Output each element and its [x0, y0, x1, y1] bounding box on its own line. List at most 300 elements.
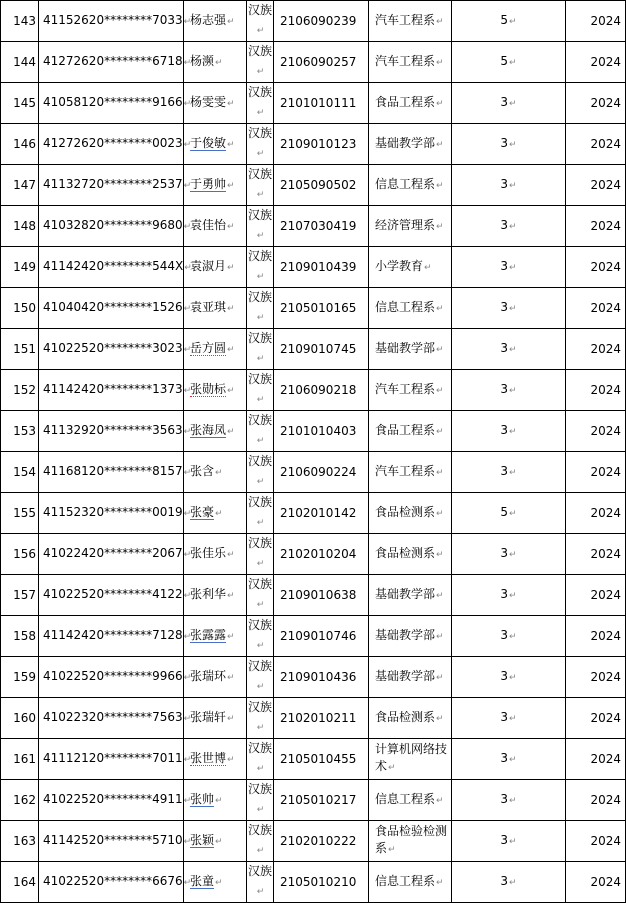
ethnicity: 汉族	[247, 249, 272, 263]
paragraph-mark-icon: ↵	[256, 559, 265, 569]
paragraph-mark-icon: ↵	[436, 303, 444, 314]
student-id-cell	[274, 657, 369, 698]
row-number: 151	[13, 342, 36, 356]
year-cell	[566, 370, 626, 411]
id-number: 41132920********3563	[43, 423, 183, 437]
row-number: 159	[13, 670, 36, 684]
id-number-cell	[39, 83, 192, 124]
ethnicity: 汉族	[247, 413, 272, 427]
paragraph-mark-icon: ↵	[436, 795, 444, 806]
department: 食品工程系	[375, 94, 436, 109]
year-cell	[566, 534, 626, 575]
year: 2024	[590, 711, 621, 725]
department-cell	[369, 616, 452, 657]
student-name-cell	[184, 657, 247, 698]
credit-cell	[452, 575, 566, 616]
credit-cell	[452, 42, 566, 83]
credit-cell	[452, 698, 566, 739]
paragraph-mark-icon: ↵	[256, 149, 265, 159]
paragraph-mark-icon: ↵	[436, 713, 444, 724]
student-name: 杨志强	[190, 13, 227, 27]
row-number-cell	[1, 288, 39, 329]
row-number: 148	[13, 219, 36, 233]
paragraph-mark-icon: ↵	[256, 26, 265, 36]
year-cell	[566, 329, 626, 370]
paragraph-mark-icon: ↵	[509, 263, 517, 273]
credit-cell	[452, 821, 566, 862]
id-number-cell	[39, 739, 192, 780]
id-number-cell	[39, 616, 192, 657]
department-cell	[369, 739, 452, 780]
student-id: 2109010439	[280, 260, 357, 274]
department-cell	[369, 452, 452, 493]
id-number: 41152620********7033	[43, 13, 183, 27]
paragraph-mark-icon: ↵	[227, 99, 235, 109]
credit: 3	[500, 464, 509, 478]
year-cell	[566, 657, 626, 698]
student-id: 2109010123	[280, 137, 357, 151]
student-id: 2105090502	[280, 178, 357, 192]
row-number: 164	[13, 875, 36, 889]
paragraph-mark-icon: ↵	[183, 714, 192, 724]
paragraph-mark-icon: ↵	[183, 837, 192, 847]
year-cell	[566, 739, 626, 780]
paragraph-mark-icon: ↵	[509, 17, 517, 27]
student-name-cell	[184, 42, 247, 83]
student-name: 张瑞环	[190, 669, 227, 683]
year: 2024	[590, 588, 621, 602]
student-id: 2105010165	[280, 301, 357, 315]
id-number: 41040420********1526	[43, 300, 183, 314]
paragraph-mark-icon: ↵	[436, 221, 444, 232]
student-id-cell	[274, 862, 369, 903]
id-number: 41272620********0023	[43, 136, 183, 150]
table-row	[1, 493, 626, 534]
credit-cell	[452, 165, 566, 206]
ethnicity: 汉族	[247, 618, 272, 632]
table-row	[1, 411, 626, 452]
table-row	[1, 739, 626, 780]
paragraph-mark-icon: ↵	[183, 878, 192, 888]
table-row	[1, 247, 626, 288]
paragraph-mark-icon: ↵	[436, 631, 444, 642]
paragraph-mark-icon: ↵	[256, 477, 265, 487]
paragraph-mark-icon: ↵	[227, 755, 235, 765]
table-row	[1, 1, 626, 42]
paragraph-mark-icon: ↵	[436, 877, 444, 888]
id-number-cell	[39, 698, 192, 739]
ethnicity-cell	[247, 288, 274, 329]
student-name-cell	[184, 1, 247, 42]
table-row	[1, 124, 626, 165]
year: 2024	[590, 506, 621, 520]
table-row	[1, 83, 626, 124]
paragraph-mark-icon: ↵	[183, 99, 192, 109]
id-number: 41022520********4911	[43, 792, 183, 806]
department: 经济管理系	[375, 217, 436, 232]
credit-cell	[452, 1, 566, 42]
student-name-cell	[184, 739, 247, 780]
year-cell	[566, 247, 626, 288]
department: 计算机网络技术	[375, 742, 448, 773]
paragraph-mark-icon: ↵	[256, 313, 265, 323]
id-number-cell	[39, 247, 192, 288]
year: 2024	[590, 55, 621, 69]
row-number-cell	[1, 165, 39, 206]
paragraph-mark-icon: ↵	[256, 354, 265, 364]
student-name: 张含	[190, 464, 215, 478]
row-number-cell	[1, 616, 39, 657]
paragraph-mark-icon: ↵	[509, 58, 517, 68]
row-number-cell	[1, 534, 39, 575]
row-number: 161	[13, 752, 36, 766]
paragraph-mark-icon: ↵	[256, 67, 265, 77]
ethnicity: 汉族	[247, 372, 272, 386]
department-cell	[369, 575, 452, 616]
ethnicity: 汉族	[247, 126, 272, 140]
id-number-cell	[39, 575, 192, 616]
id-number: 41022320********7563	[43, 710, 183, 724]
ethnicity-cell	[247, 493, 274, 534]
row-number-cell	[1, 821, 39, 862]
credit: 3	[500, 423, 509, 437]
table-row	[1, 206, 626, 247]
paragraph-mark-icon: ↵	[227, 140, 235, 150]
paragraph-mark-icon: ↵	[183, 58, 192, 68]
row-number-cell	[1, 575, 39, 616]
department: 食品检测系	[375, 504, 436, 519]
student-name-cell	[184, 83, 247, 124]
id-number-cell	[39, 329, 192, 370]
student-name: 张露露	[190, 628, 227, 642]
student-id-cell	[274, 821, 369, 862]
year-cell	[566, 288, 626, 329]
ethnicity: 汉族	[247, 44, 272, 58]
paragraph-mark-icon: ↵	[183, 181, 192, 191]
paragraph-mark-icon: ↵	[509, 837, 517, 847]
row-number-cell	[1, 370, 39, 411]
department: 汽车工程系	[375, 53, 436, 68]
year-cell	[566, 83, 626, 124]
row-number-cell	[1, 247, 39, 288]
student-name-cell	[184, 165, 247, 206]
credit: 3	[500, 628, 509, 642]
year-cell	[566, 575, 626, 616]
row-number-cell	[1, 42, 39, 83]
credit: 3	[500, 341, 509, 355]
row-number: 162	[13, 793, 36, 807]
student-name-cell	[184, 124, 247, 165]
id-number: 41142520********5710	[43, 833, 183, 847]
paragraph-mark-icon: ↵	[509, 222, 517, 232]
student-id: 2102010211	[280, 711, 357, 725]
paragraph-mark-icon: ↵	[215, 468, 223, 478]
year: 2024	[590, 383, 621, 397]
ethnicity-cell	[247, 83, 274, 124]
ethnicity-cell	[247, 370, 274, 411]
paragraph-mark-icon: ↵	[256, 436, 265, 446]
department: 基础教学部	[375, 627, 436, 642]
row-number-cell	[1, 329, 39, 370]
student-id-cell	[274, 329, 369, 370]
paragraph-mark-icon: ↵	[184, 263, 192, 273]
student-name-cell	[184, 821, 247, 862]
paragraph-mark-icon: ↵	[256, 641, 265, 651]
year: 2024	[590, 793, 621, 807]
ethnicity: 汉族	[247, 495, 272, 509]
student-id: 2101010403	[280, 424, 357, 438]
row-number: 149	[13, 260, 36, 274]
row-number-cell	[1, 83, 39, 124]
paragraph-mark-icon: ↵	[256, 682, 265, 692]
table-row	[1, 534, 626, 575]
year-cell	[566, 206, 626, 247]
paragraph-mark-icon: ↵	[509, 427, 517, 437]
id-number: 41142420********7128	[43, 628, 183, 642]
id-number-cell	[39, 657, 192, 698]
student-name-cell	[184, 288, 247, 329]
paragraph-mark-icon: ↵	[509, 673, 517, 683]
year: 2024	[590, 96, 621, 110]
table-row	[1, 452, 626, 493]
department-cell	[369, 83, 452, 124]
credit: 3	[500, 136, 509, 150]
student-id: 2106090239	[280, 14, 357, 28]
ethnicity: 汉族	[247, 85, 272, 99]
year: 2024	[590, 752, 621, 766]
ethnicity: 汉族	[247, 331, 272, 345]
ethnicity: 汉族	[247, 700, 272, 714]
paragraph-mark-icon: ↵	[183, 386, 192, 396]
table-row	[1, 780, 626, 821]
student-id: 2109010746	[280, 629, 357, 643]
table-row	[1, 42, 626, 83]
student-id: 2102010142	[280, 506, 357, 520]
credit-cell	[452, 862, 566, 903]
student-id: 2101010111	[280, 96, 357, 110]
credit-cell	[452, 739, 566, 780]
student-name: 张海凤	[190, 423, 227, 437]
credit-cell	[452, 411, 566, 452]
department: 信息工程系	[375, 791, 436, 806]
paragraph-mark-icon: ↵	[256, 764, 265, 774]
student-id: 2105010217	[280, 793, 357, 807]
row-number: 145	[13, 96, 36, 110]
id-number-cell	[39, 165, 192, 206]
ethnicity-cell	[247, 165, 274, 206]
id-number-cell	[39, 534, 192, 575]
table-row	[1, 616, 626, 657]
department-cell	[369, 411, 452, 452]
credit-cell	[452, 616, 566, 657]
paragraph-mark-icon: ↵	[183, 222, 192, 232]
credit-cell	[452, 534, 566, 575]
credit-cell	[452, 329, 566, 370]
ethnicity-cell	[247, 247, 274, 288]
student-name-cell	[184, 698, 247, 739]
ethnicity-cell	[247, 411, 274, 452]
paragraph-mark-icon: ↵	[215, 837, 223, 847]
student-name: 于俊敏	[190, 136, 227, 150]
year: 2024	[590, 834, 621, 848]
credit: 3	[500, 382, 509, 396]
student-name: 张颖	[190, 833, 215, 847]
row-number: 156	[13, 547, 36, 561]
year: 2024	[590, 342, 621, 356]
credit: 3	[500, 300, 509, 314]
row-number-cell	[1, 780, 39, 821]
paragraph-mark-icon: ↵	[436, 590, 444, 601]
credit: 5	[500, 13, 509, 27]
year: 2024	[590, 219, 621, 233]
paragraph-mark-icon: ↵	[256, 272, 265, 282]
paragraph-mark-icon: ↵	[183, 550, 192, 560]
ethnicity-cell	[247, 739, 274, 780]
credit-cell	[452, 288, 566, 329]
paragraph-mark-icon: ↵	[183, 632, 192, 642]
id-number: 41022520********4122	[43, 587, 183, 601]
id-number: 41112120********7011	[43, 751, 183, 765]
year-cell	[566, 862, 626, 903]
department: 信息工程系	[375, 873, 436, 888]
department-cell	[369, 206, 452, 247]
id-number: 41022520********9966	[43, 669, 183, 683]
paragraph-mark-icon: ↵	[256, 846, 265, 856]
ethnicity: 汉族	[247, 536, 272, 550]
id-number: 41032820********9680	[43, 218, 183, 232]
id-number-cell	[39, 411, 192, 452]
student-id-cell	[274, 575, 369, 616]
table-row	[1, 862, 626, 903]
paragraph-mark-icon: ↵	[256, 231, 265, 241]
paragraph-mark-icon: ↵	[436, 139, 444, 150]
id-number-cell	[39, 452, 192, 493]
year-cell	[566, 411, 626, 452]
department-cell	[369, 124, 452, 165]
student-name: 袁淑月	[190, 259, 227, 273]
student-name-cell	[184, 329, 247, 370]
credit-cell	[452, 83, 566, 124]
student-id-cell	[274, 370, 369, 411]
paragraph-mark-icon: ↵	[227, 591, 235, 601]
credit: 5	[500, 54, 509, 68]
paragraph-mark-icon: ↵	[183, 140, 192, 150]
paragraph-mark-icon: ↵	[215, 58, 223, 68]
student-name-cell	[184, 247, 247, 288]
paragraph-mark-icon: ↵	[436, 344, 444, 355]
student-name: 张童	[190, 874, 215, 888]
year-cell	[566, 821, 626, 862]
paragraph-mark-icon: ↵	[183, 345, 192, 355]
year-cell	[566, 452, 626, 493]
paragraph-mark-icon: ↵	[388, 845, 396, 855]
paragraph-mark-icon: ↵	[436, 16, 444, 27]
ethnicity-cell	[247, 1, 274, 42]
id-number: 41152320********0019	[43, 505, 183, 519]
paragraph-mark-icon: ↵	[227, 345, 235, 355]
ethnicity-cell	[247, 780, 274, 821]
student-id-cell	[274, 452, 369, 493]
id-number-cell	[39, 493, 192, 534]
department: 食品检测系	[375, 545, 436, 560]
credit-cell	[452, 657, 566, 698]
student-id-cell	[274, 288, 369, 329]
department-cell	[369, 42, 452, 83]
department: 基础教学部	[375, 586, 436, 601]
paragraph-mark-icon: ↵	[256, 723, 265, 733]
student-id-cell	[274, 165, 369, 206]
student-id-cell	[274, 698, 369, 739]
row-number-cell	[1, 862, 39, 903]
id-number: 41022520********6676	[43, 874, 183, 888]
paragraph-mark-icon: ↵	[256, 600, 265, 610]
paragraph-mark-icon: ↵	[183, 796, 192, 806]
paragraph-mark-icon: ↵	[227, 550, 235, 560]
paragraph-mark-icon: ↵	[215, 878, 223, 888]
ethnicity: 汉族	[247, 823, 272, 837]
year-cell	[566, 42, 626, 83]
id-number: 41132720********2537	[43, 177, 183, 191]
credit: 3	[500, 587, 509, 601]
ethnicity-cell	[247, 821, 274, 862]
paragraph-mark-icon: ↵	[227, 673, 235, 683]
department: 信息工程系	[375, 299, 436, 314]
student-name-cell	[184, 780, 247, 821]
paragraph-mark-icon: ↵	[509, 468, 517, 478]
paragraph-mark-icon: ↵	[509, 796, 517, 806]
year-cell	[566, 698, 626, 739]
paragraph-mark-icon: ↵	[436, 549, 444, 560]
table-row	[1, 575, 626, 616]
credit: 3	[500, 669, 509, 683]
student-name: 袁亚琪	[190, 300, 227, 314]
ethnicity-cell	[247, 862, 274, 903]
year-cell	[566, 493, 626, 534]
id-number-cell	[39, 862, 192, 903]
student-id-cell	[274, 42, 369, 83]
paragraph-mark-icon: ↵	[215, 509, 223, 519]
paragraph-mark-icon: ↵	[227, 427, 235, 437]
student-id-cell	[274, 206, 369, 247]
paragraph-mark-icon: ↵	[183, 17, 192, 27]
paragraph-mark-icon: ↵	[183, 755, 192, 765]
ethnicity-cell	[247, 329, 274, 370]
paragraph-mark-icon: ↵	[183, 304, 192, 314]
paragraph-mark-icon: ↵	[183, 591, 192, 601]
paragraph-mark-icon: ↵	[256, 108, 265, 118]
student-name-cell	[184, 575, 247, 616]
id-number-cell	[39, 206, 192, 247]
row-number: 163	[13, 834, 36, 848]
paragraph-mark-icon: ↵	[509, 591, 517, 601]
id-number-cell	[39, 1, 192, 42]
student-name: 于勇帅	[190, 177, 227, 191]
id-number: 41142420********1373	[43, 382, 183, 396]
department-cell	[369, 862, 452, 903]
student-id-cell	[274, 616, 369, 657]
student-name-cell	[184, 206, 247, 247]
ethnicity: 汉族	[247, 864, 272, 878]
student-name: 杨濒	[190, 54, 215, 68]
year-cell	[566, 780, 626, 821]
student-name-cell	[184, 616, 247, 657]
credit-cell	[452, 124, 566, 165]
paragraph-mark-icon: ↵	[509, 509, 517, 519]
credit: 3	[500, 792, 509, 806]
row-number: 153	[13, 424, 36, 438]
paragraph-mark-icon: ↵	[436, 672, 444, 683]
id-number-cell	[39, 124, 192, 165]
